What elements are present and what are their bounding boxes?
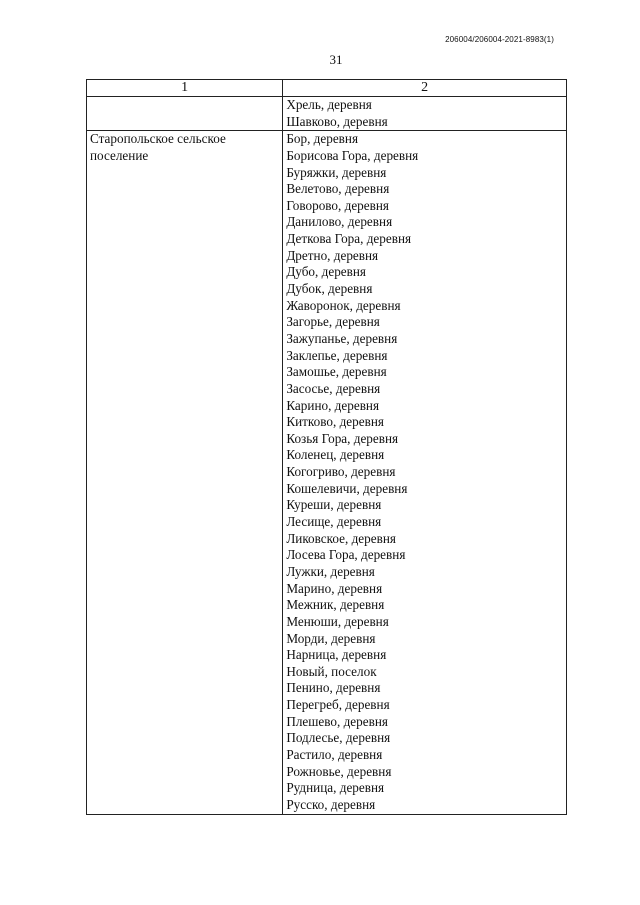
settlement-item: Перегреб, деревня [286, 697, 390, 713]
document-id: 206004/206004-2021-8983(1) [445, 35, 554, 44]
page-number: 31 [329, 52, 343, 67]
settlement-item: Межник, деревня [286, 597, 385, 613]
district-cell [87, 131, 283, 814]
settlement-item: Рудница, деревня [286, 780, 385, 796]
settlement-item: Засосье, деревня [286, 380, 381, 396]
settlement-item: Нарница, деревня [286, 647, 387, 663]
column-header-1: 1 [87, 80, 283, 97]
settlement-item: Говорово, деревня [286, 197, 389, 213]
settlement-item: Коленец, деревня [286, 447, 385, 463]
settlement-item: Когогриво, деревня [286, 464, 396, 480]
table-row [87, 97, 567, 131]
settlement-item: Велетово, деревня [286, 181, 390, 197]
settlement-item: Карино, деревня [286, 397, 380, 413]
settlement-item: Загорье, деревня [286, 314, 380, 330]
settlement-item: Бор, деревня [286, 131, 359, 147]
settlements-table [86, 79, 567, 815]
settlement-item: Ликовское, деревня [286, 530, 396, 546]
settlement-item: Куреши, деревня [286, 497, 382, 513]
settlement-item: Марино, деревня [286, 580, 383, 596]
settlement-item: Плешево, деревня [286, 713, 388, 729]
settlement-item: Замошье, деревня [286, 364, 387, 380]
settlement-item: Шавково, деревня [286, 113, 388, 129]
settlement-item: Растило, деревня [286, 746, 383, 762]
settlement-item: Зажупанье, деревня [286, 330, 398, 346]
settlement-item: Козья Гора, деревня [286, 430, 399, 446]
table-body [87, 97, 567, 815]
settlement-item: Деткова Гора, деревня [286, 231, 412, 247]
district-name: Старопольское сельское поселение [90, 131, 226, 163]
settlement-item: Менюши, деревня [286, 613, 389, 629]
settlement-item: Лосева Гора, деревня [286, 547, 406, 563]
column-header-2: 2 [283, 80, 567, 97]
table-row [87, 131, 567, 814]
settlement-item: Жаворонок, деревня [286, 297, 401, 313]
settlement-item: Рожновье, деревня [286, 763, 392, 779]
settlement-item: Лужки, деревня [286, 563, 375, 579]
settlement-item: Новый, поселок [286, 663, 377, 679]
district-cell [87, 97, 283, 131]
settlement-item: Данилово, деревня [286, 214, 393, 230]
settlement-item: Морди, деревня [286, 630, 376, 646]
settlement-item: Дретно, деревня [286, 247, 379, 263]
settlement-item: Русско, деревня [286, 796, 376, 812]
settlement-item: Подлесье, деревня [286, 730, 391, 746]
settlement-item: Пенино, деревня [286, 680, 381, 696]
settlement-item: Лесище, деревня [286, 514, 382, 530]
table-header-row [87, 80, 567, 97]
settlement-item: Заклепье, деревня [286, 347, 388, 363]
settlement-item: Дубок, деревня [286, 281, 373, 297]
settlements-cell [283, 97, 567, 131]
settlement-item: Хрель, деревня [286, 97, 372, 112]
settlements-cell [283, 131, 567, 814]
settlement-item: Дубо, деревня [286, 264, 366, 280]
settlement-item: Буряжки, деревня [286, 164, 387, 180]
settlement-item: Кошелевичи, деревня [286, 480, 408, 496]
settlement-item: Китково, деревня [286, 414, 384, 430]
settlement-item: Борисова Гора, деревня [286, 147, 419, 163]
